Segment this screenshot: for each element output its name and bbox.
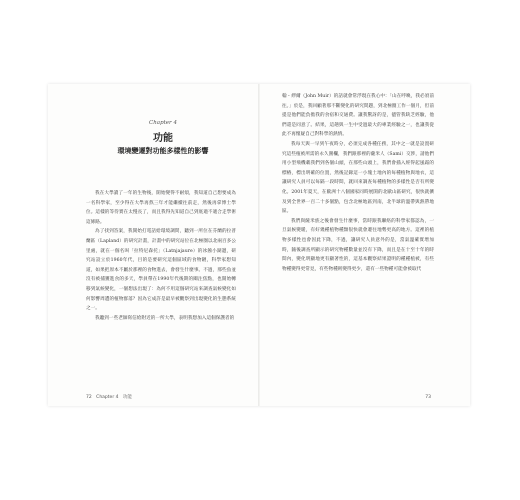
chapter-label: Chapter 4 (149, 120, 177, 126)
paragraph: 翰・繆爾（John Muir）的話就會常浮現在我心中：「山在呼喚，我必須前往。」於是，我回顧著那不斷變化的研究問題，到北極圈工作一個月，但前提是他們能負擔我的食宿和交通費。讓我驚訝的是，儘管我缺乏經驗，他們還是同意了。結果，這趟與一生中受過最大的專業經驗之一，也讓我從此不再懷疑自己對科學的熱情。 (282, 94, 434, 138)
right-body-text (282, 92, 434, 274)
paragraph: 我們與薩米族之後會發生什麼事，當時跟我聯絡的科學家都認為，一旦氣候變暖，有好幾種植物種類很快就會遷往地勢更高的地方。這裡的植物多樣性也會因此下降，不過，讓研究人員意外的是，當氣溫確實增加時，隨後調查所顯示的研究物種數量並沒有下降，而且是在十至十年的時間內，變化明顯地更有顯著性的，這基本觀察結果證明的種種植被，有些物種變得更常見，有些物種則變得更少，還有一些物種可能會被取代 (282, 218, 434, 272)
page-number: 72 (86, 395, 92, 400)
paragraph: 為了找到答案，我開始打電話給環境調問，聽到一所位在芬蘭的拉普蘭區（Lapland）的研究計畫，計畫中的研究站位在北極圈以北兩百多公里處，就在一個名叫「拉特尼森托」（Latnjajaure）的冰蝕小湖邊，研究站設立於1960年代，目的是要研究這個區域的食物鏈，科學家想知道，如果把原本不屬於那裡的食物進去，會發生什麼事。不過，那些魚並沒有被捕獲進食的多天，學員帶在1990年代後期的關注焦點，也開始轉移到氣候變化，一個想法出現了：為何不用這個研究站來調查氣候變化如何影響周遭的植物群落？因為它成許是最早被觀察到出現變化的生態系統之一。 (86, 229, 236, 312)
right-page (260, 84, 470, 406)
running-chapter: Chapter 4 (96, 395, 119, 400)
paragraph: 我聽到一些老師寫信給附近的一所大學，表明我想加入這個保護者的 (95, 315, 235, 321)
running-title: 功能 (122, 395, 132, 400)
left-page-footer (86, 394, 135, 400)
chapter-subtitle: 環境變遷對功能多樣性的影響 (117, 146, 209, 155)
chapter-title: 功能 (153, 133, 173, 144)
right-page-footer (425, 395, 434, 400)
left-body-text (86, 189, 236, 323)
left-page (48, 84, 258, 406)
paragraph: 我在大學讀了一年的生物後，開始變得不耐煩，我知道自己想要成為一名科學家，至少得在大學再熬三年才能繼續往前走，然後再拿博士學位。這樣的等待實在太慢長了，而且我得先知道自己到底適不適合走學術這條路。 (86, 191, 236, 225)
page-number: 73 (425, 395, 431, 400)
paragraph: 我每天與一早到午夜時分，必須完成各種任務，其中之一就是設置研究這些植被所需的永久圍欄，我們跟那裡的薩米人（Sami）交涉，請他們用小型飛機載我們到各個山頭，在那些山頭上，我們會插入經得起風霜的標樁，標出明確的位置，然後記錄這一小塊土地內的每種植物與地衣，這讓研究人員可以每隔一段時間，就回來調查每種植物的多樣性是否有所變化。2001年夏天，在歐洲十八個國家同時展開的北歐山區研究，很快就擴及到全世界一百二十多個點，包含北極地區到南，北半球的溫帶與熱帶地區。 (282, 141, 434, 215)
book-spread (48, 84, 470, 406)
